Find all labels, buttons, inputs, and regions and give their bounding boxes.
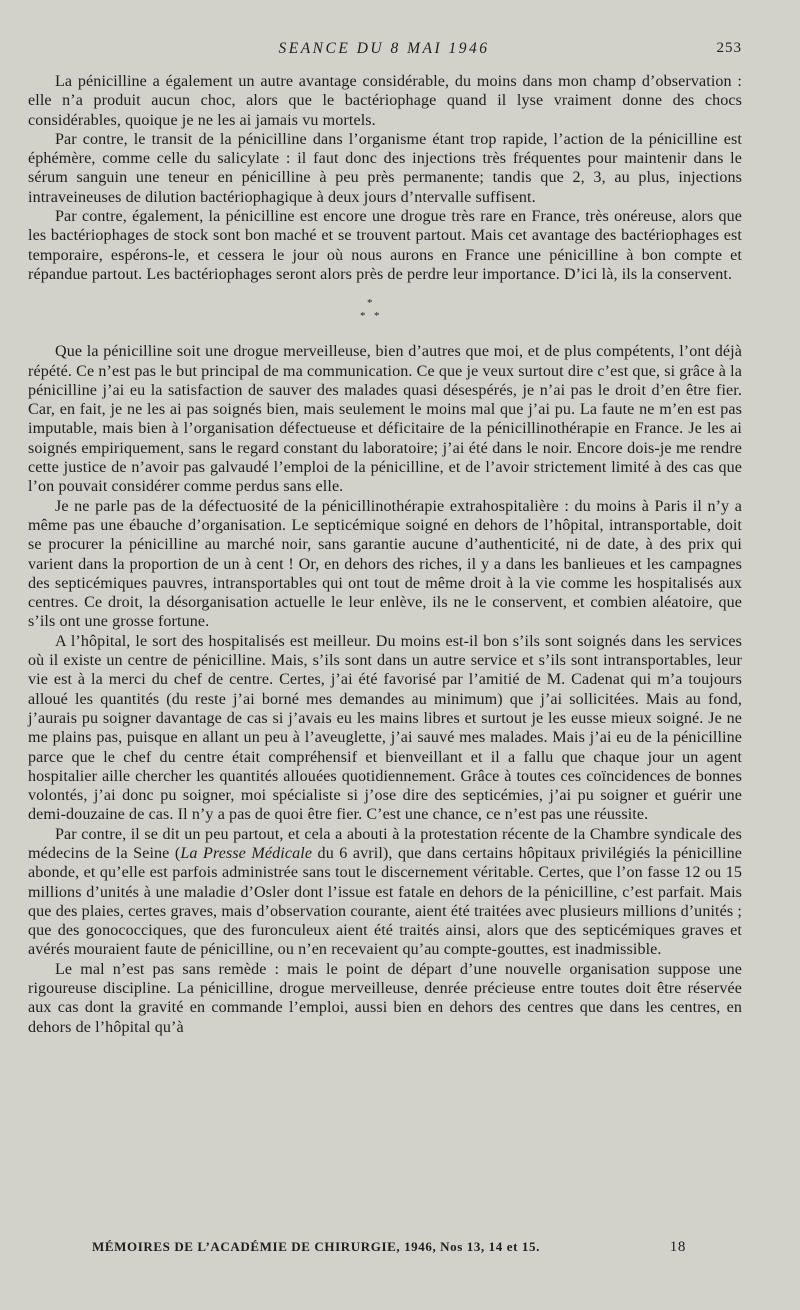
paragraph-text: Par contre, il se dit un peu partout, et cela a abouti à la protestation récente de la Chambre syndicale des médecins de la Seine ( [28, 825, 742, 862]
paragraph: La pénicilline a également un autre avantage considérable, du moins dans mon champ d’observation : elle n’a produit aucun choc, alors que le bactériophage quand il lyse vraiment donne des chocs considérables, quoique je ne les ai jamais vu mortels. [28, 73, 742, 129]
paragraph: Que la pénicilline soit une drogue merveilleuse, bien d’autres que moi, et de plus compétents, l’ont déjà répété. Ce n’est pas le but principal de ma communication. Ce que je veux surtout dire c’est que, si grâce à la pénicilline j’ai eu la satisfaction de sauver des malades quasi désespérés, je n’ai pas le droit d’en être fier. Car, en fait, je ne les ai pas soignés bien, mais seulement le moins mal que j’ai pu. La faute ne m’en est pas imputable, mais bien à l’organisation défectueuse et déficitaire de la pénicillinothérapie en France. Je les ai soignés empiriquement, sans le regard constant du laboratoire; j’ai été dans le noir. Encore dois-je me rendre cette justice de n’avoir pas galvaudé l’emploi de la pénicilline, et de l’avoir strictement limité à des cas que l’on pouvait considérer comme perdus sans elle. [28, 343, 742, 496]
page-footer [92, 1239, 686, 1259]
article-body [28, 72, 742, 1037]
paragraph: A l’hôpital, le sort des hospitalisés est meilleur. Du moins est-il bon s’ils sont soignés dans les services où il existe un centre de pénicilline. Mais, s’ils sont dans un autre service et s’ils sont intransportables, leur vie est à la merci du chef de centre. Certes, j’ai été favorisé par l’amitié de M. Cadenat qui m’a toujours alloué les quantités (du reste j’ai borné mes demandes au minimum) que j’ai sollicitées. Mais au fond, j’aurais pu soigner davantage de cas si j’avais eu les mains libres et surtout je les eusse mieux soigné. Je ne me plains pas, puisque en allant un peu à l’aveuglette, j’ai sauvé mes malades. Mais j’ai eu de la pénicilline parce que le chef du centre était compréhensif et bienveillant et il a fallu que chaque jour un agent hospitalier aille chercher les quantités allouées quotidiennement. Grâce à toutes ces coïncidences de bonnes volontés, j’ai donc pu soigner, moi spécialiste si j’ose dire des septicémies, j’ai pu soigner et guérir une demi-douzaine de cas. Il n’y a pas de quoi être fier. C’est une chance, ce n’est pas une réussite. [28, 632, 742, 824]
paragraph-text: du 6 avril), que dans certains hôpitaux privilégiés la pénicilline abonde, et qu’elle est parfois administrée sans tout le discernement véritable. Certes, que l’on fasse 12 ou 15 millions d’unités à une maladie d’Osler dont l’issue est fatale en dehors de la pénicilline, c’est parfait. Mais que des plaies, certes graves, mais d’observation courante, aient été traitées avec plusieurs millions d’unités ; que des gonococciques, que des furonculeux aient été traités ainsi, alors que des septicémiques graves et avérés mouraient faute de pénicilline, ou n’en recevaient qu’au compte-gouttes, est inadmissible. [28, 844, 743, 959]
paragraph: Par contre, le transit de la pénicilline dans l’organisme étant trop rapide, l’action de la pénicilline est éphémère, comme celle du salicylate : il faut donc des injections très fréquentes pour maintenir dans le sérum sanguin une teneur en pénicilline à peu près permanente; tandis que 2, 3, au plus, injections intraveineuses de dilution bactériophagique à deux jours d’ntervalle suffisent. [28, 130, 742, 206]
separator-star: * [374, 310, 380, 323]
separator-star: * [360, 310, 366, 323]
paragraph-presse [28, 825, 742, 960]
page-number: 253 [716, 40, 742, 56]
running-title: SEANCE DU 8 MAI 1946 [278, 40, 490, 57]
section-separator [28, 288, 742, 332]
running-header [28, 40, 740, 60]
separator-star: * [367, 297, 373, 310]
paragraph: Je ne parle pas de la défectuosité de la pénicillinothérapie extrahospitalière : du moins à Paris il n’y a même pas une ébauche d’organisation. Le septicémique soigné en dehors de l’hôpital, intransportable, doit se procurer la pénicilline au marché noir, sans garantie aucune d’authenticité, ni de date, à des prix qui varient dans la proportion de un à cent ! Or, en dehors des riches, il y a dans les banlieues et les campagnes des septicémiques pauvres, intransportables qui ont tout de même droit à la vie comme les hospitalisés aux centres. Ce droit, la désorganisation actuelle le leur enlève, ils ne le conservent, et combien aléatoire, que s’ils ont une grosse fortune. [28, 497, 742, 631]
footer-source: MÉMOIRES DE L’ACADÉMIE DE CHIRURGIE, 1946, Nos 13, 14 et 15. [92, 1239, 540, 1254]
signature-mark: 18 [669, 1239, 686, 1255]
paragraph: Le mal n’est pas sans remède : mais le point de départ d’une nouvelle organisation suppose une rigoureuse discipline. La pénicilline, drogue merveilleuse, denrée précieuse entre toutes doit être réservée aux cas dont la gravité en commande l’emploi, aussi bien en dehors des centres que dans les centres, en dehors de l’hôpital qu’à [28, 960, 742, 1036]
paragraph: Par contre, également, la pénicilline est encore une drogue très rare en France, très onéreuse, alors que les bactériophages de stock sont bon maché et se trouvent partout. Mais cet avantage des bactériophages est temporaire, espérons-le, et cessera le jour où nous aurons en France une pénicilline à bon compte et répandue partout. Les bactériophages seront alors près de perdre leur importance. D’ici là, ils la conservent. [28, 208, 742, 283]
journal-citation: La Presse Médicale [180, 844, 313, 862]
